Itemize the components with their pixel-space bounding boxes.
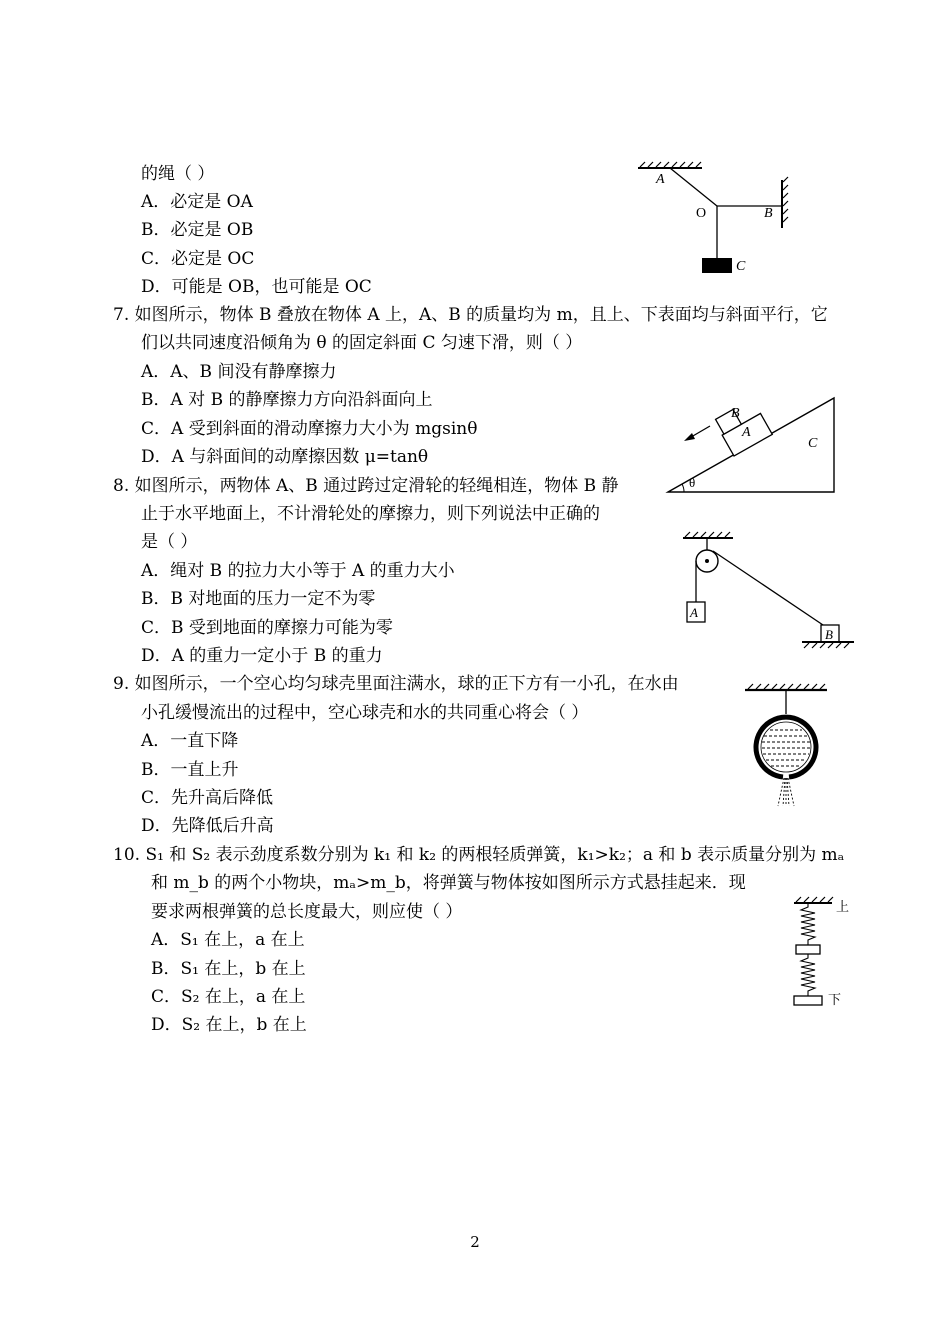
q10-stem-line2: 和 m_b 的两个小物块，mₐ>m_b，将弹簧与物体按如图所示方式悬挂起来．现 [151,873,746,893]
q10-option-c: C．S₂ 在上，a 在上 [151,987,306,1007]
q9-stem-line1: 9. 如图所示，一个空心均匀球壳里面注满水，球的正下方有一小孔，在水由 [113,674,679,694]
q9-option-a: A．一直下降 [141,731,239,751]
q9-option-c: C．先升高后降低 [141,788,274,808]
q6-label-o: O [696,206,707,221]
q10-stem-line1: 10. S₁ 和 S₂ 表示劲度系数分别为 k₁ 和 k₂ 的两根轻质弹簧，k₁>k₂；a 和 b 表示质量分别为 mₐ [113,845,845,865]
q10-stem-line3: 要求两根弹簧的总长度最大，则应使（ ） [151,902,463,922]
q6-option-c: C．必定是 OC [141,249,255,269]
q9-sphere-figure [740,680,835,810]
q8-option-b: B．B 对地面的压力一定不为零 [141,589,376,609]
q10-option-d: D．S₂ 在上，b 在上 [151,1015,307,1035]
q7-label-b: B [731,406,740,421]
q7-stem-line2: 们以共同速度沿倾角为 θ 的固定斜面 C 匀速下滑，则（ ） [141,333,583,353]
q6-label-a: A [656,172,665,187]
q6-option-a: A．必定是 OA [141,192,253,212]
q7-label-theta: θ [689,475,696,490]
q7-option-d: D．A 与斜面间的动摩擦因数 μ=tanθ [141,447,429,467]
q7-option-a: A．A、B 间没有静摩擦力 [141,362,337,382]
q8-option-c: C．B 受到地面的摩擦力可能为零 [141,618,393,638]
q7-label-c: C [808,436,818,451]
q8-label-a: A [690,605,698,620]
q10-label-bottom: 下 [828,993,842,1008]
q9-option-d: D．先降低后升高 [141,816,274,836]
q6-label-c: C [736,259,746,274]
q10-spring-figure [788,893,858,1011]
q10-label-top: 上 [836,900,850,915]
q7-incline-figure [660,392,845,497]
q8-stem-line1: 8. 如图所示，两物体 A、B 通过跨过定滑轮的轻绳相连，物体 B 静 [113,476,619,496]
q9-option-b: B．一直上升 [141,760,239,780]
q9-stem-line2: 小孔缓慢流出的过程中，空心球壳和水的共同重心将会（ ） [141,703,589,723]
q7-option-b: B．A 对 B 的静摩擦力方向沿斜面向上 [141,390,433,410]
q7-option-c: C．A 受到斜面的滑动摩擦力大小为 mgsinθ [141,419,478,439]
q8-option-d: D．A 的重力一定小于 B 的重力 [141,646,383,666]
q10-option-b: B．S₁ 在上，b 在上 [151,959,306,979]
q7-label-a: A [742,425,751,440]
q6-option-b: B．必定是 OB [141,220,254,240]
q8-label-b: B [825,627,833,642]
q7-stem-line1: 7. 如图所示，物体 B 叠放在物体 A 上，A、B 的质量均为 m，且上、下表面均与斜面平行，它 [113,305,828,325]
q6-option-d: D．可能是 OB，也可能是 OC [141,277,372,297]
q8-option-a: A．绳对 B 的拉力大小等于 A 的重力大小 [141,561,455,581]
q6-rope-figure [630,160,800,280]
q8-pulley-figure [678,530,863,655]
q6-stem-tail: 的绳（ ） [141,164,215,184]
page-number: 2 [470,1233,480,1251]
q6-label-b: B [764,206,773,221]
q10-option-a: A．S₁ 在上，a 在上 [151,930,305,950]
q8-stem-line2: 止于水平地面上，不计滑轮处的摩擦力，则下列说法中正确的 [141,504,600,524]
q8-stem-line3: 是（ ） [141,532,198,552]
